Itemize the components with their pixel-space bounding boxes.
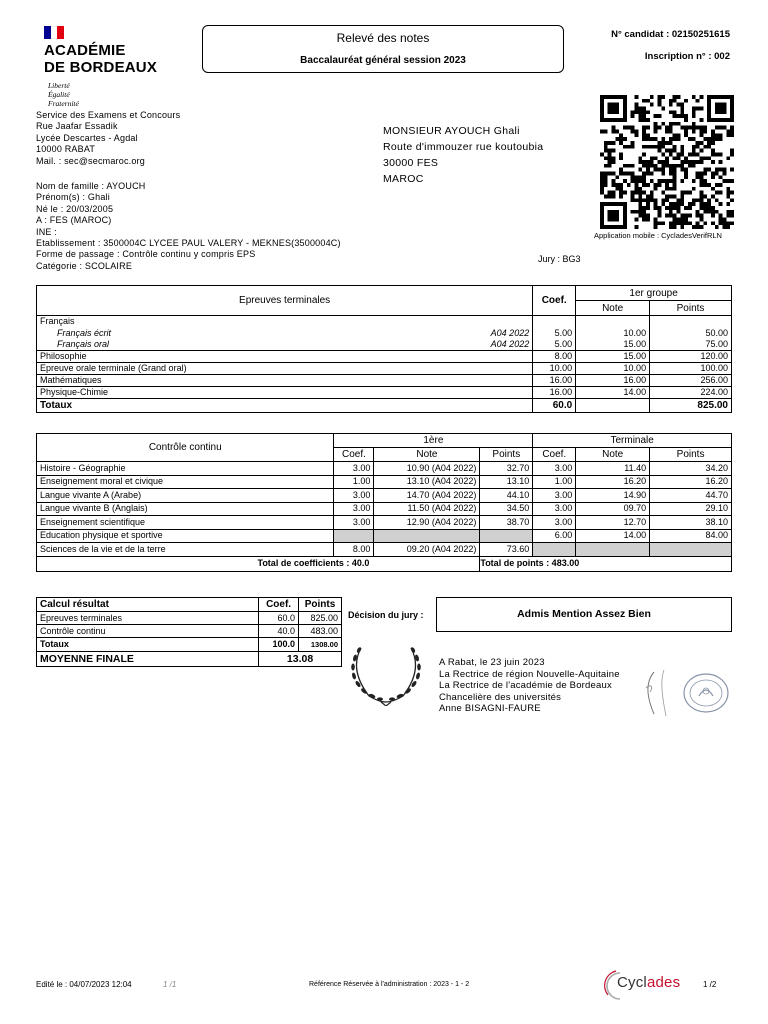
subject-name: Physique-Chimie — [40, 387, 109, 397]
signature-line: La Rectrice de l'académie de Bordeaux — [439, 680, 612, 691]
school: Etablissement : 3500004C LYCEE PAUL VALERY - MEKNES(3500004C) — [36, 238, 341, 249]
cell-p2: 34.20 — [650, 462, 732, 476]
page-fraction: 1 /1 — [163, 980, 177, 989]
subject-points: 224.00 — [650, 387, 732, 399]
cell-p1: 38.70 — [480, 516, 533, 530]
cell-n1: 11.50 (A04 2022) — [374, 502, 480, 516]
cell-c1: 1.00 — [334, 475, 374, 489]
signatory-name: Anne BISAGNI-FAURE — [439, 703, 541, 714]
handwritten-signature-icon — [640, 666, 680, 718]
subject-name: Langue vivante B (Anglais) — [37, 502, 334, 516]
admin-reference: Référence Réservée à l'administration : 2023 - 1 - 2 — [309, 981, 470, 988]
birth-place: A : FES (MAROC) — [36, 215, 112, 226]
subject-name: Français oral — [57, 339, 110, 349]
result-terminal-points: 825.00 — [299, 612, 342, 625]
ine: INE : — [36, 226, 58, 237]
total-label: Totaux — [37, 399, 533, 413]
candidate-identity — [36, 181, 341, 272]
subject-note: 10.00 — [576, 363, 650, 375]
cell-c2: 1.00 — [533, 475, 576, 489]
subject-name: Epreuve orale terminale (Grand oral) — [40, 363, 187, 373]
brand-part: Cycl — [617, 974, 647, 991]
table-row — [37, 638, 342, 652]
cell-n2: 14.90 — [576, 489, 650, 503]
verification-qr-code — [597, 95, 737, 229]
cell-p2: 38.10 — [650, 516, 732, 530]
cell-p1 — [480, 529, 533, 543]
brand-part-accent: ades — [646, 974, 681, 991]
qr-caption: Application mobile : CycladesVerifRLN — [594, 231, 722, 240]
signature-date: A Rabat, le 23 juin 2023 — [439, 657, 545, 668]
terminal-coef-header: Coef. — [533, 286, 576, 316]
exam-mode: Forme de passage : Contrôle continu y compris EPS — [36, 249, 256, 260]
cell-n2: 09.70 — [576, 502, 650, 516]
subject-coef: 16.00 — [533, 375, 576, 387]
table-row — [37, 462, 732, 476]
first-name: Prénom(s) : Ghali — [36, 192, 110, 203]
cell-c1: 8.00 — [334, 543, 374, 557]
final-average-value: 13.08 — [259, 652, 342, 667]
motto-fraternite: Fraternité — [48, 99, 79, 108]
subject-label — [37, 339, 533, 351]
subject-session: A04 2022 — [490, 339, 530, 349]
subject-note: 15.00 — [576, 339, 650, 351]
table-row — [37, 328, 732, 340]
page-number: 1 /2 — [703, 980, 717, 989]
recipient-address — [383, 123, 543, 187]
subject-points: 50.00 — [650, 328, 732, 340]
service-line: Rue Jaafar Essadik — [36, 121, 118, 132]
edited-date: Edité le : 04/07/2023 12:04 — [36, 980, 132, 989]
subject-name: Philosophie — [40, 351, 87, 361]
service-line: 10000 RABAT — [36, 144, 96, 155]
cell-n1: 14.70 (A04 2022) — [374, 489, 480, 503]
table-row — [37, 529, 732, 543]
subject-label — [37, 363, 533, 375]
cell-c2: 6.00 — [533, 529, 576, 543]
document-title: Relevé des notes — [336, 31, 430, 45]
subject-note: 16.00 — [576, 375, 650, 387]
subject-coef: 8.00 — [533, 351, 576, 363]
continuous-header: Contrôle continu — [37, 434, 334, 462]
decision-label: Décision du jury : — [348, 610, 424, 620]
note-header: Note — [374, 448, 480, 462]
cell-p2 — [650, 543, 732, 557]
note-header: Note — [576, 448, 650, 462]
birth-date: Né le : 20/03/2005 — [36, 203, 114, 214]
subject-label — [37, 387, 533, 399]
result-header: Calcul résultat — [37, 598, 259, 612]
result-terminal-label: Epreuves terminales — [37, 612, 259, 625]
final-average-label: MOYENNE FINALE — [37, 652, 259, 667]
subject-coef: 5.00 — [533, 339, 576, 351]
cell-p1: 32.70 — [480, 462, 533, 476]
cell-n1: 13.10 (A04 2022) — [374, 475, 480, 489]
points-header: Points — [650, 448, 732, 462]
terminal-note-header: Note — [576, 301, 650, 316]
table-row — [37, 339, 732, 351]
document-subtitle: Baccalauréat général session 2023 — [300, 55, 466, 66]
subject-points: 100.00 — [650, 363, 732, 375]
cell-n2 — [576, 543, 650, 557]
table-row — [37, 652, 342, 667]
cell-p2: 44.70 — [650, 489, 732, 503]
table-row — [37, 625, 342, 638]
jury: Jury : BG3 — [538, 254, 581, 264]
cyclades-brand — [617, 974, 680, 991]
category: Catégorie : SCOLAIRE — [36, 260, 133, 271]
cell-p2: 16.20 — [650, 475, 732, 489]
cell-c1: 3.00 — [334, 502, 374, 516]
document-title-box — [202, 25, 564, 73]
subject-session: A04 2022 — [490, 327, 530, 338]
signature-line: Chancelière des universités — [439, 691, 562, 703]
signature-line: La Rectrice de région Nouvelle-Aquitaine — [439, 668, 620, 680]
recipient-line: Route d'immouzer rue koutoubia — [383, 141, 544, 153]
terminal-group-header: 1er groupe — [576, 286, 732, 301]
cell-p1: 73.60 — [480, 543, 533, 557]
service-address — [36, 110, 180, 167]
total-points: Total de points : 483.00 — [480, 556, 732, 571]
subject-coef: 5.00 — [533, 328, 576, 340]
cell-c2: 3.00 — [533, 516, 576, 530]
year1-header: 1ère — [334, 434, 533, 448]
subject-label — [37, 375, 533, 387]
cell-p1: 34.50 — [480, 502, 533, 516]
subject-name: Histoire - Géographie — [37, 462, 334, 476]
laurel-wreath-icon — [345, 636, 427, 706]
subject-name: Enseignement moral et civique — [37, 475, 334, 489]
result-coef-header: Coef. — [259, 598, 299, 612]
cell-p2: 29.10 — [650, 502, 732, 516]
subject-name: Mathématiques — [40, 375, 102, 385]
coef-header: Coef. — [334, 448, 374, 462]
result-total-coef: 100.0 — [259, 638, 299, 652]
subject-coef: 10.00 — [533, 363, 576, 375]
cell-n2: 11.40 — [576, 462, 650, 476]
cell-n1: 10.90 (A04 2022) — [374, 462, 480, 476]
service-line: Service des Examens et Concours — [36, 110, 181, 120]
cell-c1: 3.00 — [334, 516, 374, 530]
table-row — [37, 475, 732, 489]
subject-name: Sciences de la vie et de la terre — [37, 543, 334, 557]
total-coef: 60.0 — [533, 399, 576, 413]
result-total-label: Totaux — [37, 638, 259, 652]
table-row — [37, 489, 732, 503]
cell-n1: 09.20 (A04 2022) — [374, 543, 480, 557]
republic-flag-icon — [44, 26, 64, 39]
table-row — [37, 363, 732, 375]
jury-decision: Admis Mention Assez Bien — [436, 597, 732, 632]
cell-p1: 44.10 — [480, 489, 533, 503]
recipient-line: 30000 FES — [383, 157, 439, 169]
terminal-header: Epreuves terminales — [37, 286, 533, 316]
result-continuous-coef: 40.0 — [259, 625, 299, 638]
subject-points: 256.00 — [650, 375, 732, 387]
service-line: Lycée Descartes - Agdal — [36, 132, 138, 143]
coef-header: Coef. — [533, 448, 576, 462]
cell-n1: 12.90 (A04 2022) — [374, 516, 480, 530]
cell-n1 — [374, 529, 480, 543]
cell-c1: 3.00 — [334, 462, 374, 476]
recipient-line: MONSIEUR AYOUCH Ghali — [383, 125, 520, 137]
terminal-points-header: Points — [650, 301, 732, 316]
cell-c1 — [334, 529, 374, 543]
total-points: 825.00 — [650, 399, 732, 413]
cell-c1: 3.00 — [334, 489, 374, 503]
subject-francais: Français — [37, 316, 533, 328]
continuous-assessment-table — [36, 433, 732, 572]
subject-name: Enseignement scientifique — [37, 516, 334, 530]
table-row — [37, 543, 732, 557]
cell-c2 — [533, 543, 576, 557]
service-mail: Mail. : sec@secmaroc.org — [36, 155, 145, 166]
subject-label — [37, 328, 533, 340]
result-total-points: 1308.00 — [299, 638, 342, 652]
cell-c2: 3.00 — [533, 489, 576, 503]
official-stamp-icon — [681, 672, 731, 714]
continuous-total-row — [37, 556, 732, 571]
subject-coef: 16.00 — [533, 387, 576, 399]
cell-c2: 3.00 — [533, 462, 576, 476]
cell-p2: 84.00 — [650, 529, 732, 543]
terminal-total-row — [37, 399, 732, 413]
inscription-number: Inscription n° : 002 — [644, 51, 730, 62]
signature-block — [439, 657, 620, 715]
total-coefficients: Total de coefficients : 40.0 — [37, 556, 480, 571]
subject-points: 120.00 — [650, 351, 732, 363]
family-name: Nom de famille : AYOUCH — [36, 181, 146, 191]
table-row — [37, 316, 732, 328]
result-continuous-points: 483.00 — [299, 625, 342, 638]
table-row — [37, 351, 732, 363]
subject-name: Langue vivante A (Arabe) — [37, 489, 334, 503]
year2-header: Terminale — [533, 434, 732, 448]
table-row — [37, 516, 732, 530]
table-row — [37, 502, 732, 516]
recipient-line: MAROC — [383, 173, 424, 185]
subject-name: Education physique et sportive — [37, 529, 334, 543]
result-points-header: Points — [299, 598, 342, 612]
result-table — [36, 597, 342, 667]
motto-egalite: Égalité — [48, 90, 70, 99]
table-row — [37, 375, 732, 387]
motto-liberte: Liberté — [48, 81, 70, 90]
subject-points: 75.00 — [650, 339, 732, 351]
cell-n2: 14.00 — [576, 529, 650, 543]
terminal-exams-table — [36, 285, 732, 413]
result-continuous-label: Contrôle continu — [37, 625, 259, 638]
result-terminal-coef: 60.0 — [259, 612, 299, 625]
candidate-number: N° candidat : 02150251615 — [611, 29, 730, 40]
cell-n2: 12.70 — [576, 516, 650, 530]
table-row — [37, 387, 732, 399]
subject-note: 15.00 — [576, 351, 650, 363]
table-row — [37, 612, 342, 625]
cell-c2: 3.00 — [533, 502, 576, 516]
academy-name-line2: DE BORDEAUX — [44, 59, 158, 76]
cell-p1: 13.10 — [480, 475, 533, 489]
points-header: Points — [480, 448, 533, 462]
subject-note: 10.00 — [576, 328, 650, 340]
subject-note: 14.00 — [576, 387, 650, 399]
subject-label — [37, 351, 533, 363]
academy-name-line1: ACADÉMIE — [44, 42, 126, 59]
cell-n2: 16.20 — [576, 475, 650, 489]
subject-name: Français écrit — [57, 327, 112, 338]
